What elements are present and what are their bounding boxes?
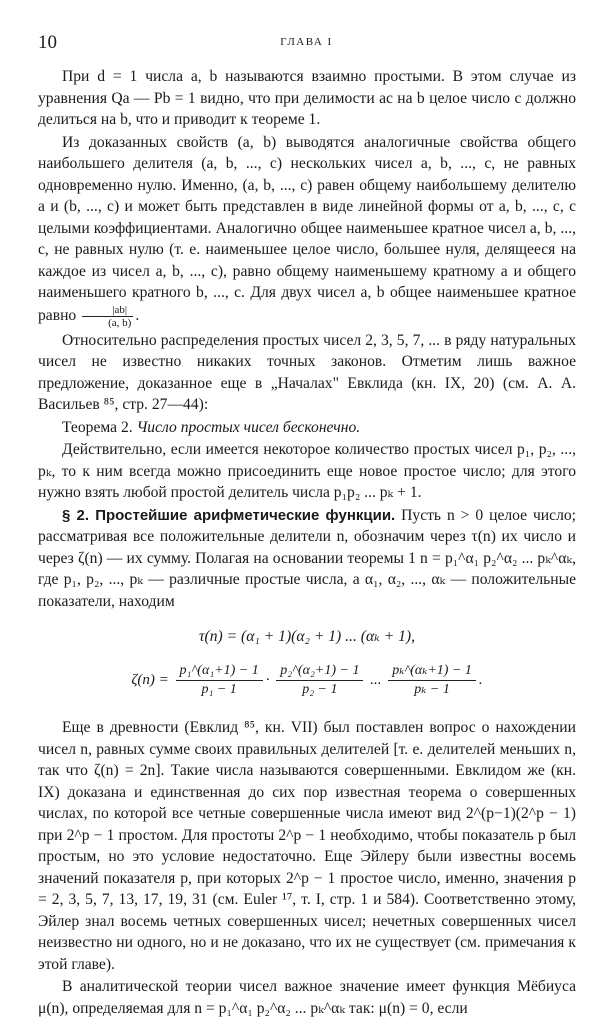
formula-zeta-lhs: ζ(n) = bbox=[131, 671, 169, 688]
paragraph-gcd-lcm bbox=[38, 132, 576, 329]
zeta-end: . bbox=[478, 671, 483, 688]
lcm-fraction bbox=[82, 304, 133, 329]
lcm-denominator: (a, b) bbox=[108, 316, 132, 329]
zeta-term-1-den: p₁ − 1 bbox=[201, 682, 237, 697]
zeta-term-k-den: pₖ − 1 bbox=[414, 682, 450, 697]
zeta-dots: ... bbox=[370, 671, 382, 688]
lcm-numerator: |ab| bbox=[82, 304, 133, 317]
page-number: 10 bbox=[38, 32, 57, 53]
page-body bbox=[38, 66, 576, 1019]
zeta-term-2-num: p₂^(α₂+1) − 1 bbox=[276, 662, 363, 681]
running-title: ГЛАВА I bbox=[280, 36, 333, 48]
theorem-statement: Число простых чисел бесконечно. bbox=[136, 418, 361, 436]
paragraph-coprime: При d = 1 числа a, b называются взаимно простыми. В этом случае из уравнения Qa — Pb = 1 видно, что при делимости ac на b целое число c должно делиться на b, что и приводит к теореме 1. bbox=[38, 68, 576, 128]
zeta-term-2-den: p₂ − 1 bbox=[302, 682, 338, 697]
paragraph-proof: Действительно, если имеется некоторое количество простых чисел p₁, p₂, ..., pₖ, то к ним всегда можно присоединить еще новое простое число; для этого нужно взять любой простой делитель числа p₁p₂ ... pₖ + 1. bbox=[38, 441, 576, 501]
paragraph-mobius: В аналитической теории чисел важное значение имеет функция Мёбиуса μ(n), определяемая для n = p₁^α₁ p₂^α₂ ... pₖ^αₖ так: μ(n) = 0, если bbox=[38, 978, 576, 1017]
zeta-term-k bbox=[388, 662, 476, 699]
theorem-2 bbox=[38, 417, 576, 439]
lcm-end: . bbox=[135, 306, 140, 324]
formula-zeta: ζ(n) = $\frac{\text{p₁\textasciicircum{}(α₁+1) − 1}}{\text{p₁ − 1}}$ · $\frac{\text{p₂\textasciicircum{}(α₂+1) − 1}}{\text{p₂ − 1}}$ ... $\frac{\text{pₖ\textasciicircum{}(αₖ+1) − 1}}{\text{pₖ − 1}}$ . bbox=[131, 663, 483, 697]
theorem-label: Теорема 2. bbox=[62, 418, 133, 436]
zeta-term-1-num: p₁^(α₁+1) − 1 bbox=[176, 662, 263, 681]
paragraph-primes-distribution: Относительно распределения простых чисел 2, 3, 5, 7, ... в ряду натуральных чисел не известно никаких точных законов. Отметим лишь важное предложение, доказанное еще в „Началах" Евклида (кн. IX, 20) (см. А. А. Васильев ⁸⁵, стр. 27—44): bbox=[38, 331, 576, 413]
section-title: § 2. Простейшие арифметические функции. bbox=[62, 506, 396, 524]
paragraph-gcd-lcm-text: Из доказанных свойств (a, b) выводятся аналогичные свойства общего наибольшего делителя (a, b, ..., c) нескольких чисел a, b, ..., c, не равных одновременно нулю. Именно, (a, b, ..., c) равен общему наибольшему делителю a и (b, ..., c) и может быть представлен в виде линейной формы от a, b, ..., c, с целыми коэффициентами. Аналогично общее наименьшее кратное чисел a, b, ..., c, не равных нулю (т. е. наименьшее целое число, большее нуля, делящееся на каждое из чисел a, b, ..., c), равно общему наименьшему кратному a и общего наименьшего кратного b, ..., c. Для двух чисел a, b общее наименьшее кратное равно bbox=[38, 133, 576, 324]
zeta-term-k-num: pₖ^(αₖ+1) − 1 bbox=[388, 662, 476, 681]
page-header bbox=[38, 32, 575, 54]
zeta-term-2 bbox=[276, 662, 363, 699]
section-text: Пусть n > 0 целое число; рассматривая все положительные делители n, обозначим через τ(n) их число и через ζ(n) — их сумму. Полагая на основании теоремы 1 n = p₁^α₁ p₂^α₂ ... pₖ^αₖ, где p₁, p₂, ..., pₖ — различные простые числа, а α₁, α₂, ..., αₖ — положительные показатели, находим bbox=[38, 506, 576, 610]
zeta-term-1 bbox=[176, 662, 263, 699]
formula-tau: τ(n) = (α₁ + 1)(α₂ + 1) ... (αₖ + 1), bbox=[198, 628, 416, 645]
paragraph-perfect-numbers: Еще в древности (Евклид ⁸⁵, кн. VII) был поставлен вопрос о нахождении чисел n, равных сумме своих правильных делителей [т. е. делителей меньших n, так что ζ(n) = 2n]. Такие числа называются совершенными. Евклидом же (кн. IX) доказана и единственная до сих пор известная теорема о совершенных числах, по которой все четные совершенные числа имеют вид 2^(p−1)(2^p − 1) при 2^p − 1 простом. Для простоты 2^p − 1 необходимо, чтобы показатель p был простым, но это условие недостаточно. Еще Эйлеру были известны восемь значений показателя p, при которых 2^p − 1 простое число, именно, значения p = 2, 3, 5, 7, 13, 17, 19, 31 (см. Euler ¹⁷, т. I, стр. 1 и 584). Соответственно этому, Эйлер знал восемь четных совершенных чисел; нечетных совершенных чисел неизвестно ни одного, но и не доказано, что их не существует (см. примечания к этой главе). bbox=[38, 719, 576, 973]
section-2 bbox=[38, 505, 576, 613]
